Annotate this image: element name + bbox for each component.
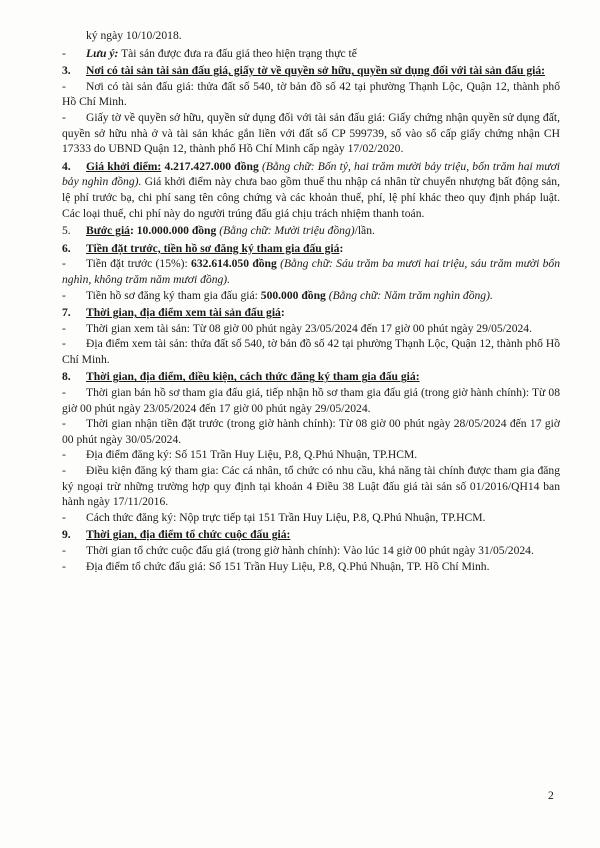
section-9-heading: 9. Thời gian, địa điểm tổ chức cuộc đấu giá:: [62, 528, 291, 542]
bid-step-words: (Bằng chữ: Mười triệu đồng): [216, 224, 355, 238]
section-8-item-2: - Thời gian nhận tiền đặt trước (trong giờ hành chính): Từ 08 giờ 00 phút ngày 28/05/2024 đến 17 giờ 00 phút ngày 30/05/2024.: [62, 417, 560, 446]
starting-price-words: (Bằng chữ: Bốn tỷ, hai trăm mười bảy triệu, bốn trăm hai mươi bảy nghìn đồng).: [62, 159, 561, 189]
section-3-item-1: - Nơi có tài sản đấu giá: thửa đất số 540, tờ bản đồ số 42 tại phường Thạnh Lộc, Quận 12, thành phố Hồ Chí Minh.: [62, 79, 560, 109]
note-label: Lưu ý:: [86, 46, 119, 60]
continued-line: ký ngày 10/10/2018.: [86, 29, 182, 42]
section-8-item-5: - Cách thức đăng ký: Nộp trực tiếp tại 151 Trần Huy Liệu, P.8, Q.Phú Nhuận, TP.HCM.: [62, 510, 486, 524]
section-8-item-4: - Điều kiện đăng ký tham gia: Các cá nhân, tổ chức có nhu cầu, khả năng tài chính được tham gia đăng ký ngoại trừ những trường hợp quy định tại khoản 4 Điều 38 Luật đấu giá tài sản số 01/2016/QH14 ban hành ngày 17/11/2016.: [62, 464, 560, 509]
section-8-item-1: - Thời gian bán hồ sơ tham gia đấu giá, tiếp nhận hồ sơ tham gia đấu giá (trong giờ hành chính): Từ 08 giờ 00 phút ngày 23/05/2024 đến 17 giờ 00 phút ngày 29/05/2024.: [62, 386, 560, 415]
starting-price-amount: 4.217.427.000 đồng: [161, 159, 259, 173]
section-7-item-1: - Thời gian xem tài sản: Từ 08 giờ 00 phút ngày 23/05/2024 đến 17 giờ 00 phút ngày 29/05/2024.: [62, 321, 532, 335]
page-number: 2: [548, 789, 554, 802]
section-9-item-1: - Thời gian tổ chức cuộc đấu giá (trong giờ hành chính): Vào lúc 14 giờ 00 phút ngày 31/05/2024.: [62, 544, 534, 557]
bid-step-amount: : 10.000.000 đồng: [129, 224, 217, 238]
section-9-item-2: - Địa điểm tổ chức đấu giá: Số 151 Trần Huy Liệu, P.8, Q.Phú Nhuận, TP. Hồ Chí Minh.: [62, 559, 490, 573]
note-line: - Lưu ý: Tài sản được đưa ra đấu giá theo hiện trạng thực tế: [62, 46, 357, 60]
note-text: Tài sản được đưa ra đấu giá theo hiện trạng thực tế: [118, 46, 357, 60]
section-6-item-2: - Tiền hồ sơ đăng ký tham gia đấu giá: 500.000 đồng (Bằng chữ: Năm trăm nghìn đồng).: [62, 288, 493, 302]
section-4: 4. Giá khởi điểm: 4.217.427.000 đồng (Bằng chữ: Bốn tỷ, hai trăm mười bảy triệu, bốn trăm hai mươi bảy nghìn đồng). Giá khởi điểm này chưa bao gồm thuế thu nhập cá nhân từ chuyển nhượng bất động sản, lệ phí trước bạ, chi phí sang tên công chứng và các khoản thuế, phí, lệ phí khác theo quy định pháp luật. Các loại thuế, chi phí này do người trúng đấu giá chịu trách nhiệm thanh toán.: [62, 159, 561, 220]
section-3-heading: 3. Nơi có tài sản tài sản đấu giá, giấy tờ về quyền sở hữu, quyền sử dụng đối với tài sản đấu giá:: [62, 64, 546, 78]
section-3-title: Nơi có tài sản tài sản đấu giá, giấy tờ về quyền sở hữu, quyền sử dụng đối với tài sản đấu giá:: [86, 64, 546, 78]
section-6-title: Tiền đặt trước, tiền hồ sơ đăng ký tham gia đấu giá: [86, 241, 340, 255]
starting-price-note: Giá khởi điểm này chưa bao gồm thuế thu nhập cá nhân từ chuyển nhượng bất động sản, lệ phí trước bạ, chi phí sang tên công chứng và các khoản thuế, phí, lệ phí khác theo quy định pháp luật. Các loại thuế, chi phí này do người trúng đấu giá chịu trách nhiệm thanh toán.: [62, 175, 560, 220]
section-8-item-3: - Địa điểm đăng ký: Số 151 Trần Huy Liệu, P.8, Q.Phú Nhuận, TP.HCM.: [62, 448, 418, 462]
section-6-item-1: - Tiền đặt trước (15%): 632.614.050 đồng (Bằng chữ: Sáu trăm ba mươi hai triệu, sáu trăm mười bốn nghìn, không trăm năm mươi đồng).: [62, 257, 560, 286]
fee-amount: 500.000 đồng: [260, 288, 326, 302]
section-5: 5. Bước giá: 10.000.000 đồng (Bằng chữ: Mười triệu đồng)/lần.: [62, 224, 375, 238]
section-6-heading: 6. Tiền đặt trước, tiền hồ sơ đăng ký tham gia đấu giá:: [62, 241, 344, 255]
section-8-title: Thời gian, địa điểm, điều kiện, cách thức đăng ký tham gia đấu giá:: [86, 370, 420, 384]
section-7-heading: 7. Thời gian, địa điểm xem tài sản đấu giá:: [62, 306, 285, 320]
section-7-item-2: - Địa điểm xem tài sản: thửa đất số 540, tờ bản đồ số 42 tại phường Thạnh Lộc, Quận 12, thành phố Hồ Chí Minh.: [62, 337, 560, 366]
section-8-heading: 8. Thời gian, địa điểm, điều kiện, cách thức đăng ký tham gia đấu giá:: [62, 370, 420, 384]
section-7-title: Thời gian, địa điểm xem tài sản đấu giá: [86, 306, 281, 320]
section-3-item-2: - Giấy tờ về quyền sở hữu, quyền sử dụng đối với tài sản đấu giá: Giấy chứng nhận quyền sử dụng đất, quyền sở hữu nhà ở và tài sản khác gắn liền với đất số CP 599739, số vào sổ cấp giấy chứng nhận CH 17333 do UBND Quận 12, thành phố Hồ Chí Minh cấp ngày 17/02/2020.: [62, 110, 560, 156]
section-5-label: Bước giá: [86, 224, 130, 238]
deposit-amount: 632.614.050 đồng: [191, 257, 277, 271]
section-4-label: Giá khởi điểm:: [86, 159, 162, 173]
section-9-title: Thời gian, địa điểm tổ chức cuộc đấu giá:: [86, 528, 291, 542]
